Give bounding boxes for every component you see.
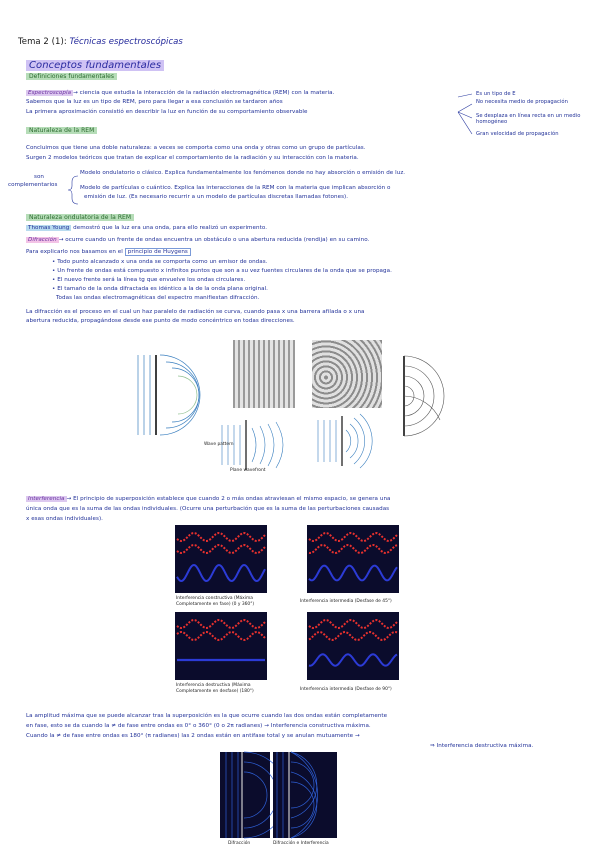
diffraction-summary-1: La difracción es el proceso en el cual un haz paralelo de radiación se curva, cuando pasa x una barrera afilada o x una (26, 309, 365, 315)
model-particle-a: Modelo de partículas o cuántico. Explica las interacciones de la REM con la materia que implican absorción o (80, 185, 391, 191)
huygens-point-3: • El nuevo frente será la línea tg que envuelve los ondas circulares. (52, 277, 246, 283)
panel-intermediate-90 (307, 612, 399, 680)
model-particle-b: emisión de luz. (Es necesario recurrir a un modelo de partículas discretas llamadas fotones). (84, 194, 349, 200)
diffraction-photo-2 (312, 340, 382, 408)
amplitude-line1: La amplitud máxima que se puede alcanzar tras la superposición es la que ocurre cuando las dos ondas están completamente (26, 713, 388, 719)
amplitude-line2: en fase, esto se da cuando la ≠ de fase entre ondas es 0° o 360° (0 o 2π radianes) → Interferencia constructiva máxima. (26, 723, 371, 729)
bottom-caption-diffraction: Difracción (228, 841, 251, 846)
aperture-diagram (318, 414, 372, 468)
interference-line2: única onda que es la suma de las ondas individuales. (Ocurre una perturbación que es la suma de las perturbaciones causadas (26, 506, 390, 512)
interference-line1: Interferencia → El principio de superposición establece que cuando 2 o más ondas atraviesan el mismo espacio, se genera una (28, 496, 391, 502)
caption-constructive-2: Completamente en fase) (0 y 360°) (176, 602, 255, 607)
property-4: Gran velocidad de propagación (476, 131, 559, 137)
huygens-diagram (138, 355, 200, 435)
wave-nature-label: Naturaleza ondulatoria de la REM (26, 214, 134, 222)
huygens-intro: Para explicarlo nos basamos en el principio de Huygens (26, 249, 191, 256)
side-label-complementarios: complementarios (8, 182, 58, 188)
caption-destructive-1: Interferencia destructiva (Máxima (176, 683, 251, 688)
panel-destructive (175, 612, 267, 680)
diagram-caption-plane-wavefront: Plane wavefront (230, 468, 266, 473)
panel-constructive (175, 525, 267, 593)
panel-intermediate-45 (307, 525, 399, 593)
spectroscopy-term: Espectroscopía (28, 90, 72, 96)
huygens-point-1: • Todo punto alcanzado x una onda se comporta como un emisor de ondas. (52, 259, 268, 265)
caption-destructive-2: Completamente en desfase) (180°) (176, 689, 254, 694)
huygens-note: Todas las ondas electromagnéticas del espectro manifiestan difracción. (56, 295, 260, 301)
bottom-interference-image (273, 752, 337, 838)
young-term: Thomas Young (28, 225, 70, 231)
property-3: Se desplaza en línea recta en un medio homogéneo (476, 113, 581, 125)
section-subtitle: Definiciones fundamentales (26, 73, 117, 81)
side-label-son: son (34, 174, 45, 180)
interference-term: Interferencia (28, 496, 65, 502)
diffraction-definition: Difracción → ocurre cuando un frente de ondas encuentra un obstáculo o una abertura reducida (rendija) en su camino. (28, 237, 370, 243)
property-2: No necesita medio de propagación (476, 99, 568, 105)
diagram-caption-wave-pattern: Wave pattern (204, 442, 234, 447)
header-title: Técnicas espectroscópicas (69, 37, 183, 47)
caption-constructive-1: Interferencia constructiva (Máxima (176, 596, 253, 601)
header-prefix: Tema 2 (1): (18, 37, 67, 47)
huygens-point-4: • El tamaño de la onda difractada es idéntico a la de la onda plana original. (52, 286, 268, 292)
spectroscopy-definition: Espectroscopía → ciencia que estudia la interacción de la radiación electromagnética (REM) con la materia. (28, 90, 335, 96)
spectroscopy-line3: La primera aproximación consistió en describir la luz en función de su comportamiento observable (26, 109, 308, 115)
amplitude-line4: ⇒ Interferencia destructiva máxima. (430, 743, 534, 749)
rem-nature-line1: Concluimos que tiene una doble naturaleza: a veces se comporta como una onda y otras como un grupo de partículas. (26, 145, 366, 151)
young-line: Thomas Young demostró que la luz era una onda, para ello realizó un experimento. (28, 225, 268, 231)
diffraction-summary-2: abertura reducida, propagándose desde ese punto de modo concéntrico en todas direcciones. (26, 318, 295, 324)
rem-nature-label: Naturaleza de la REM (26, 127, 97, 135)
caption-intermediate-90: Interferencia intermedia (Desfase de 90°) (300, 687, 392, 692)
model-wave: Modelo ondulatorio o clásico. Explica fundamentalmente los fenómenos donde no hay absorción o emisión de luz. (80, 170, 406, 176)
rem-nature-line2: Surgen 2 modelos teóricos que tratan de explicar el comportamiento de la radiación y su interacción con la materia. (26, 155, 359, 161)
section-title: Conceptos fundamentales (26, 60, 164, 72)
diffraction-term: Difracción (28, 237, 57, 243)
amplitude-line3: Cuando la ≠ de fase entre ondas es 180° (π radianes) las 2 ondas están en antifase total y se anulan mutuamente → (26, 733, 360, 739)
spectroscopy-line2: Sabemos que la luz es un tipo de REM, pero para llegar a esa conclusión se tardaron años (26, 99, 283, 105)
huygens-term: principio de Huygens (125, 248, 191, 256)
wavefront-fan (404, 356, 444, 436)
bottom-diffraction-image (220, 752, 270, 838)
interference-line3: x esas ondas individuales). (26, 516, 104, 522)
bottom-caption-interference: Difracción e Interferencia (273, 841, 329, 846)
diffraction-photo-1 (233, 340, 295, 408)
property-1: Es un tipo de E (476, 91, 516, 97)
caption-intermediate-45: Interferencia intermedia (Desfase de 45°) (300, 599, 392, 604)
huygens-point-2: • Un frente de ondas está compuesto x infinitos puntos que son a su vez fuentes circulares de la onda que se propaga. (52, 268, 392, 274)
